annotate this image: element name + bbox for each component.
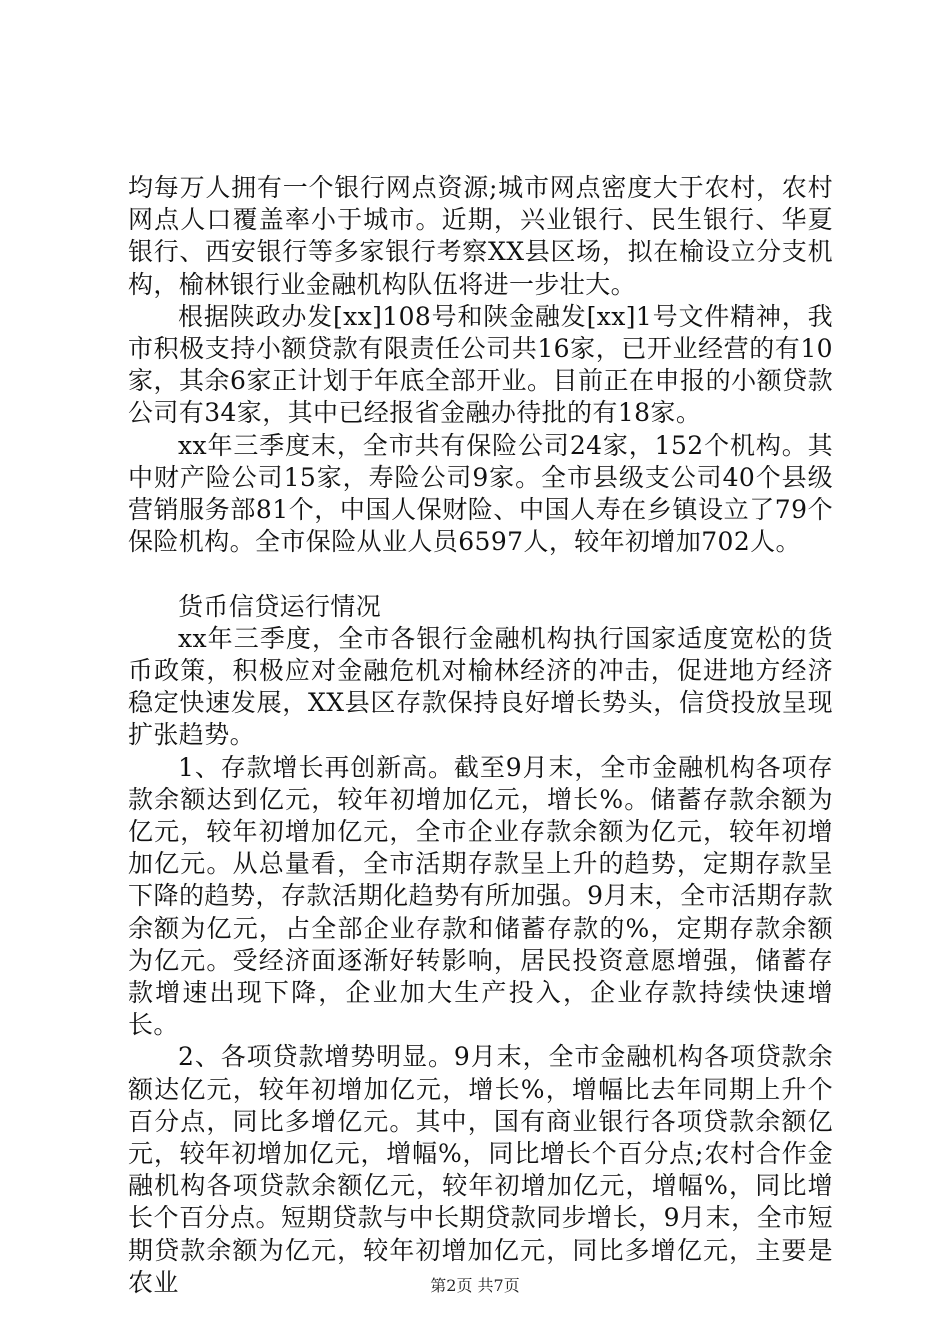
document-body	[128, 172, 833, 1299]
paragraph-credit-overview: xx年三季度，全市各银行金融机构执行国家适度宽松的货币政策，积极应对金融危机对榆林经济的冲击，促进地方经济稳定快速发展，XX县区存款保持良好增长势头，信贷投放呈现扩张趋势。	[128, 623, 833, 750]
page-footer: 第2页 共7页	[430, 1276, 520, 1295]
paragraph-bank-outlets: 均每万人拥有一个银行网点资源;城市网点密度大于农村，农村网点人口覆盖率小于城市。近期，兴业银行、民生银行、华夏银行、西安银行等多家银行考察XX县区场，拟在榆设立分支机构，榆林银行业金融机构队伍将进一步壮大。	[128, 173, 833, 299]
blank-line	[128, 558, 833, 590]
paragraph-deposits: 1、存款增长再创新高。截至9月末，全市金融机构各项存款余额达到亿元，较年初增加亿元，增长%。储蓄存款余额为亿元，较年初增加亿元，全市企业存款余额为亿元，较年初增加亿元。从总量看，全市活期存款呈上升的趋势，定期存款呈下降的趋势，存款活期化趋势有所加强。9月末，全市活期存款余额为亿元，占全部企业存款和储蓄存款的%，定期存款余额为亿元。受经济面逐渐好转影响，居民投资意愿增强，储蓄存款增速出现下降，企业加大生产投入，企业存款持续快速增长。	[128, 752, 833, 1040]
paragraph-loans: 2、各项贷款增势明显。9月末，全市金融机构各项贷款余额达亿元，较年初增加亿元，增长%，增幅比去年同期上升个百分点，同比多增亿元。其中，国有商业银行各项贷款余额亿元，较年初增加亿元，增幅%，同比增长个百分点;农村合作金融机构各项贷款余额亿元，较年初增加亿元，增幅%，同比增长个百分点。短期贷款与中长期贷款同步增长，9月末，全市短期贷款余额为亿元，较年初增加亿元，同比多增亿元，主要是农业	[128, 1042, 833, 1297]
section-heading: 货币信贷运行情况	[178, 591, 382, 621]
paragraph-microloan-companies: 根据陕政办发[xx]108号和陕金融发[xx]1号文件精神，我市积极支持小额贷款有限责任公司共16家，已开业经营的有10家，其余6家正计划于年底全部开业。目前正在申报的小额贷款公司有34家，其中已经报省金融办待批的有18家。	[128, 301, 833, 428]
paragraph-insurance: xx年三季度末，全市共有保险公司24家，152个机构。其中财产险公司15家，寿险公司9家。全市县级支公司40个县级营销服务部81个，中国人保财险、中国人寿在乡镇设立了79个保险机构。全市保险从业人员6597人，较年初增加702人。	[128, 430, 833, 557]
